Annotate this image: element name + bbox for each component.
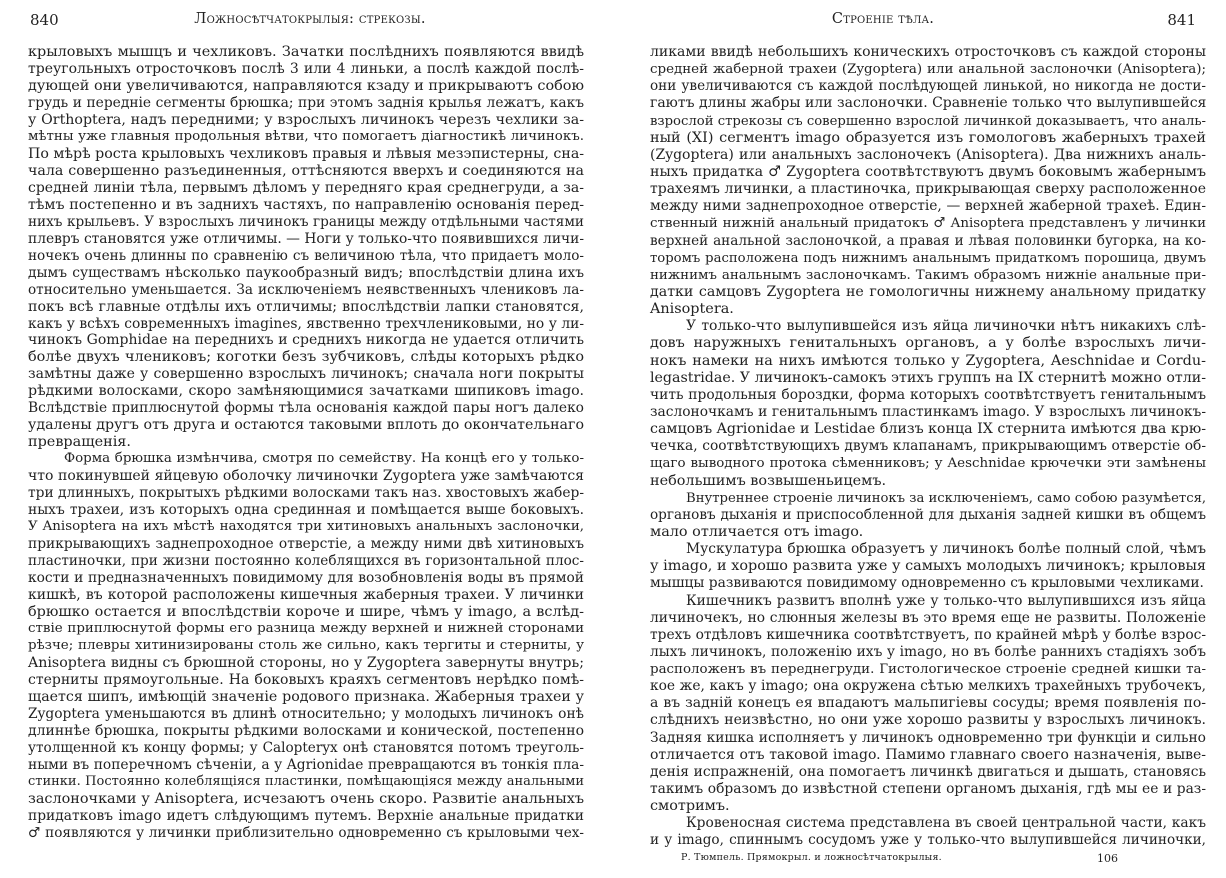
text-line: дующей они увеличиваются, направляются кзаду и прикрываютъ собою bbox=[28, 77, 584, 94]
text-line: мѣтны уже главныя продольныя вѣтви, что помогаетъ діагностикѣ личинокъ. bbox=[28, 128, 584, 144]
text-line: крыловыхъ мышцъ и чехликовъ. Зачатки послѣднихъ появляются ввидѣ bbox=[28, 44, 584, 60]
text-line: взрослой стрекозы съ совершенно взрослой личинкой доказываетъ, что аналь- bbox=[650, 113, 1206, 129]
text-line: длиннѣе брюшка, покрыты рѣдкими волосками и конической, постепенно bbox=[28, 722, 584, 739]
text-line: ными въ поперечномъ сѣченіи, а у Agrionidae превращаются въ тонкія пла- bbox=[28, 756, 584, 773]
text-line: плевръ становятся уже отличимы. — Ноги у только-что появившихся личи- bbox=[28, 230, 584, 247]
text-line: денія испражненій, она помогаетъ личинкѣ двигаться и дышать, становясь bbox=[650, 763, 1206, 780]
text-line: У только-что вылупившейся изъ яйца личиночки нѣтъ никакихъ слѣ- bbox=[686, 318, 1206, 335]
text-line: чить продольныя бороздки, форма которыхъ соотвѣтствуетъ генитальнымъ bbox=[650, 386, 1206, 403]
text-line: ныхъ придатка ♂ Zygoptera соотвѣтствуютъ двумъ боковымъ жабернымъ bbox=[650, 163, 1206, 180]
text-line: пластиночки, при жизни постоянно колеблящихся въ горизонтальной плос- bbox=[28, 553, 584, 570]
text-line: они увеличиваются съ каждой послѣдующей линькой, но никогда не дости- bbox=[650, 78, 1206, 95]
text-line: кишкѣ, въ которой расположены кишечныя жаберныя трахеи. У личинки bbox=[28, 587, 584, 603]
text-line: какъ у всѣхъ современныхъ imagines, явственно трехчлениковыми, но у ли- bbox=[28, 315, 584, 332]
text-line: ныхъ трахеи, изъ которыхъ одна срединная и помѣщается выше боковыхъ. bbox=[28, 502, 584, 519]
text-line: средней жаберной трахеи (Zygoptera) или анальной заслоночки (Anisoptera); bbox=[650, 62, 1206, 78]
running-head: Ложносѣтчатокрылыя: стрекозы. bbox=[194, 11, 426, 27]
text-line: щается шипъ, имѣющій значеніе родового признака. Жаберныя трахеи у bbox=[28, 688, 584, 705]
page-number: 840 bbox=[30, 11, 59, 29]
text-line: утолщенной къ концу формы; у Calopteryx онѣ становятся потомъ треуголь- bbox=[28, 739, 584, 756]
text-line: небольшимъ возвышеньицемъ. bbox=[650, 472, 887, 489]
text-line: нижнимъ анальнымъ заслоночкамъ. Такимъ образомъ нижніе анальные при- bbox=[650, 267, 1206, 283]
text-line: ночекъ очень длинны по сравненію съ величиною тѣла, что придаетъ моло- bbox=[28, 247, 584, 264]
text-line: (Zygoptera) или анальныхъ заслоночекъ (Anisoptera). Два нижнихъ аналь- bbox=[650, 146, 1206, 163]
text-line: Anisoptera. bbox=[650, 301, 734, 318]
text-line: слѣднихъ неизвѣстно, но они уже хорошо развиты у взрослыхъ личинокъ. bbox=[650, 712, 1206, 729]
text-line: чечка, соотвѣтствующихъ двумъ клапанамъ, прикрывающимъ отверстіе об- bbox=[650, 438, 1206, 455]
text-line: довъ наружныхъ генитальныхъ органовъ, а у болѣе взрослыхъ личи- bbox=[650, 335, 1206, 352]
text-line: ликами ввидѣ небольшихъ коническихъ отросточковъ съ каждой стороны bbox=[650, 44, 1206, 60]
text-line: трехъ отдѣловъ кишечника соотвѣтствуетъ, по крайней мѣрѣ у болѣе взрос- bbox=[650, 626, 1207, 643]
text-line: болѣе двухъ члениковъ; коготки безъ зубчиковъ, слѣды которыхъ рѣдко bbox=[28, 349, 584, 366]
text-line: стерниты прямоугольные. На боковыхъ краяхъ сегментовъ нерѣдко помѣ- bbox=[28, 671, 584, 688]
text-line: У Anisoptera на ихъ мѣстѣ находятся три хитиновыхъ анальныхъ заслоночки, bbox=[28, 519, 584, 535]
text-line: расположенъ въ переднегруди. Гистологическое строеніе средней кишки та- bbox=[650, 662, 1206, 678]
text-line: такимъ образомъ до извѣстной степени органомъ дыханія, гдѣ мы ее и раз- bbox=[650, 781, 1206, 798]
text-line: а въ задній конецъ ея впадаютъ мальпигіевы сосуды; время появленія по- bbox=[650, 695, 1206, 712]
text-line: кости и предназначенныхъ повидимому для возобновленія воды въ прямой bbox=[28, 570, 584, 587]
text-line: между ними заднепроходное отверстіе, — верхней жаберной трахеѣ. Един- bbox=[650, 198, 1206, 215]
text-line: и у imago, спиннымъ сосудомъ уже у только-что вылупившейся личиночки, bbox=[650, 832, 1206, 849]
text-line: средней линіи тѣла, первымъ дѣломъ у передняго края среднегруди, а за- bbox=[28, 179, 584, 196]
text-line: удалены другъ отъ друга и остаются таковыми вплоть до окончательнаго bbox=[28, 417, 584, 434]
text-line: заслоночками у Anisoptera, исчезаютъ очень скоро. Развитіе анальныхъ bbox=[28, 790, 584, 807]
text-line: Кровеносная система представлена въ своей центральной части, какъ bbox=[686, 815, 1206, 832]
right-page bbox=[613, 0, 1226, 878]
text-line: брюшко остается и впослѣдствіи короче и шире, чѣмъ у imago, а вслѣд- bbox=[28, 603, 584, 620]
text-line: Кишечникъ развитъ вполнѣ уже у только-что вылупившихся изъ яйца bbox=[686, 592, 1206, 609]
text-line: ♂ появляются у личинки приблизительно одновременно съ крыловыми чех- bbox=[28, 824, 584, 841]
text-line: Форма брюшка измѣнчива, смотря по семейству. На концѣ его у только- bbox=[64, 451, 584, 467]
running-head: Строеніе тѣла. bbox=[831, 11, 935, 27]
text-line: кое же, какъ у imago; она окружена сѣтью мелкихъ трахейныхъ трубочекъ, bbox=[650, 678, 1206, 695]
text-line: треугольныхъ отросточковъ послѣ 3 или 4 линьки, а послѣ каждой послѣ- bbox=[28, 60, 584, 77]
text-line: ный (XI) сегментъ imago образуется изъ гомологовъ жаберныхъ трахей bbox=[650, 129, 1206, 146]
text-line: Вслѣдствіе приплюснутой формы тѣла основанія каждой пары ногъ далеко bbox=[28, 400, 584, 417]
page-number: 841 bbox=[1167, 11, 1196, 29]
text-line: тѣмъ постепенно и въ заднихъ частяхъ, по направленію основанія перед- bbox=[28, 196, 584, 213]
text-line: рѣзче; плевры хитинизированы столь же сильно, какъ тергиты и стерниты, у bbox=[28, 637, 584, 653]
text-line: По мѣрѣ роста крыловыхъ чехликовъ правыя и лѣвыя мезэпистерны, сна- bbox=[28, 145, 585, 162]
text-line: смотримъ. bbox=[650, 798, 730, 815]
text-line: что покинувшей яйцевую оболочку личиночки Zygoptera уже замѣчаются bbox=[28, 468, 584, 485]
text-line: замѣтны даже у совершенно взрослыхъ личинокъ; сначала ноги покрыты bbox=[28, 366, 584, 383]
text-line: торомъ расположена подъ нижнимъ анальнымъ придаткомъ порошица, двумъ bbox=[650, 250, 1206, 266]
text-line: Внутреннее строеніе личинокъ за исключеніемъ, само собою разумѣется, bbox=[686, 490, 1207, 506]
text-line: нокъ намеки на нихъ имѣются только у Zygoptera, Aeschnidae и Cordu- bbox=[650, 352, 1206, 369]
text-line: мало отличается отъ imago. bbox=[650, 523, 864, 540]
text-line: заслоночкамъ и генитальнымъ пластинкамъ imago. У взрослыхъ личинокъ- bbox=[650, 403, 1206, 420]
text-line: относительно уменьшается. За исключеніемъ неявственныхъ члениковъ ла- bbox=[28, 281, 584, 298]
text-line: трахеямъ личинки, а пластиночка, прикрывающая сверху расположенное bbox=[650, 181, 1206, 198]
body-text bbox=[650, 44, 1206, 850]
text-line: три длинныхъ, покрытыхъ рѣдкими волосками такъ наз. хвостовыхъ жабер- bbox=[28, 485, 584, 502]
text-line: стинки. Постоянно колеблящіяся пластинки, помѣщающіяся между анальными bbox=[28, 773, 584, 789]
text-line: мышцы развиваются повидимому одновременно съ крыловыми чехликами. bbox=[650, 575, 1204, 592]
text-line: покъ всѣ главные отдѣлы ихъ отличимы; впослѣдствіи лапки становятся, bbox=[28, 298, 584, 315]
text-line: legastridae. У личинокъ-самокъ этихъ группъ на IX стернитѣ можно отли- bbox=[650, 369, 1206, 386]
text-line: Мускулатура брюшка образуетъ у личинокъ болѣе полный слой, чѣмъ bbox=[686, 541, 1206, 558]
text-line: грудь и передніе сегменты брюшка; при этомъ заднія крылья лежатъ, какъ bbox=[28, 94, 584, 111]
text-line: ствіе приплюснутой формы его разница между верхней и нижней сторонами bbox=[28, 620, 584, 636]
text-line: у imago, и хорошо развита уже у самыхъ молодыхъ личинокъ; крыловыя bbox=[650, 558, 1206, 575]
text-line: ственный нижній анальный придатокъ ♂ Anisoptera представленъ у личинки bbox=[650, 216, 1206, 232]
text-line: отличается отъ таковой imago. Памимо главнаго своего назначенія, выве- bbox=[650, 746, 1206, 763]
text-line: Anisoptera видны съ брюшной стороны, но у Zygoptera завернуты внутрь; bbox=[28, 654, 584, 671]
text-line: дымъ существамъ нѣсколько паукообразный видъ; впослѣдствіи длина ихъ bbox=[28, 264, 584, 281]
text-line: рѣдкими волосками, скоро замѣняющимися зачатками шипиковъ imago. bbox=[28, 383, 584, 400]
text-line: лыхъ личинокъ, положенію ихъ у imago, но въ болѣе раннихъ стадіяхъ зобъ bbox=[650, 643, 1206, 660]
text-line: щаго выводного протока сѣменниковъ; у Aeschnidae крючечки эти замѣнены bbox=[650, 456, 1206, 472]
text-line: придатковъ imago идетъ слѣдующимъ путемъ. Верхніе анальные придатки bbox=[28, 807, 584, 824]
text-line: датки самцовъ Zygoptera не гомологичны нижнему анальному придатку bbox=[650, 283, 1206, 300]
signature-number: 106 bbox=[1097, 852, 1118, 865]
text-line: верхней анальной заслоночкой, а правая и лѣвая половинки бугорка, на ко- bbox=[650, 232, 1206, 249]
text-line: Задняя кишка исполняетъ у личинокъ одновременно три функціи и сильно bbox=[650, 729, 1206, 746]
text-line: Zygoptera уменьшаются въ длинѣ относительно; у молодыхъ личинокъ онѣ bbox=[28, 705, 584, 722]
text-line: органовъ дыханія и приспособленной для дыханія задней кишки въ общемъ bbox=[650, 506, 1206, 523]
text-line: личиночекъ, но слюнныя железы въ это время еще не развиты. Положеніе bbox=[650, 609, 1206, 626]
text-line: чинокъ Gomphidae на переднихъ и среднихъ никогда не удается отличить bbox=[28, 332, 584, 349]
text-line: превращенія. bbox=[28, 434, 131, 451]
body-text bbox=[28, 44, 584, 842]
text-line: самцовъ Agrionidae и Lestidae близъ конца IX стернита имѣются два крю- bbox=[650, 421, 1206, 438]
text-line: чала совершенно разъединенныя, оттѣсняются вверхъ и соединяются на bbox=[28, 162, 584, 179]
text-line: нихъ крыльевъ. У взрослыхъ личинокъ границы между отдѣльными частями bbox=[28, 213, 584, 230]
text-line: у Orthoptera, надъ передними; у взрослыхъ личинокъ черезъ чехлики за- bbox=[28, 111, 584, 128]
text-line: гаютъ длины жабры или заслоночки. Сравненіе только что вылупившейся bbox=[650, 95, 1207, 112]
text-line: прикрывающихъ заднепроходное отверстіе, а между ними двѣ хитиновыхъ bbox=[28, 536, 584, 553]
footer-credit: Р. Тюмпель. Прямокрыл. и ложносѣтчатокрылыя. bbox=[681, 852, 942, 863]
